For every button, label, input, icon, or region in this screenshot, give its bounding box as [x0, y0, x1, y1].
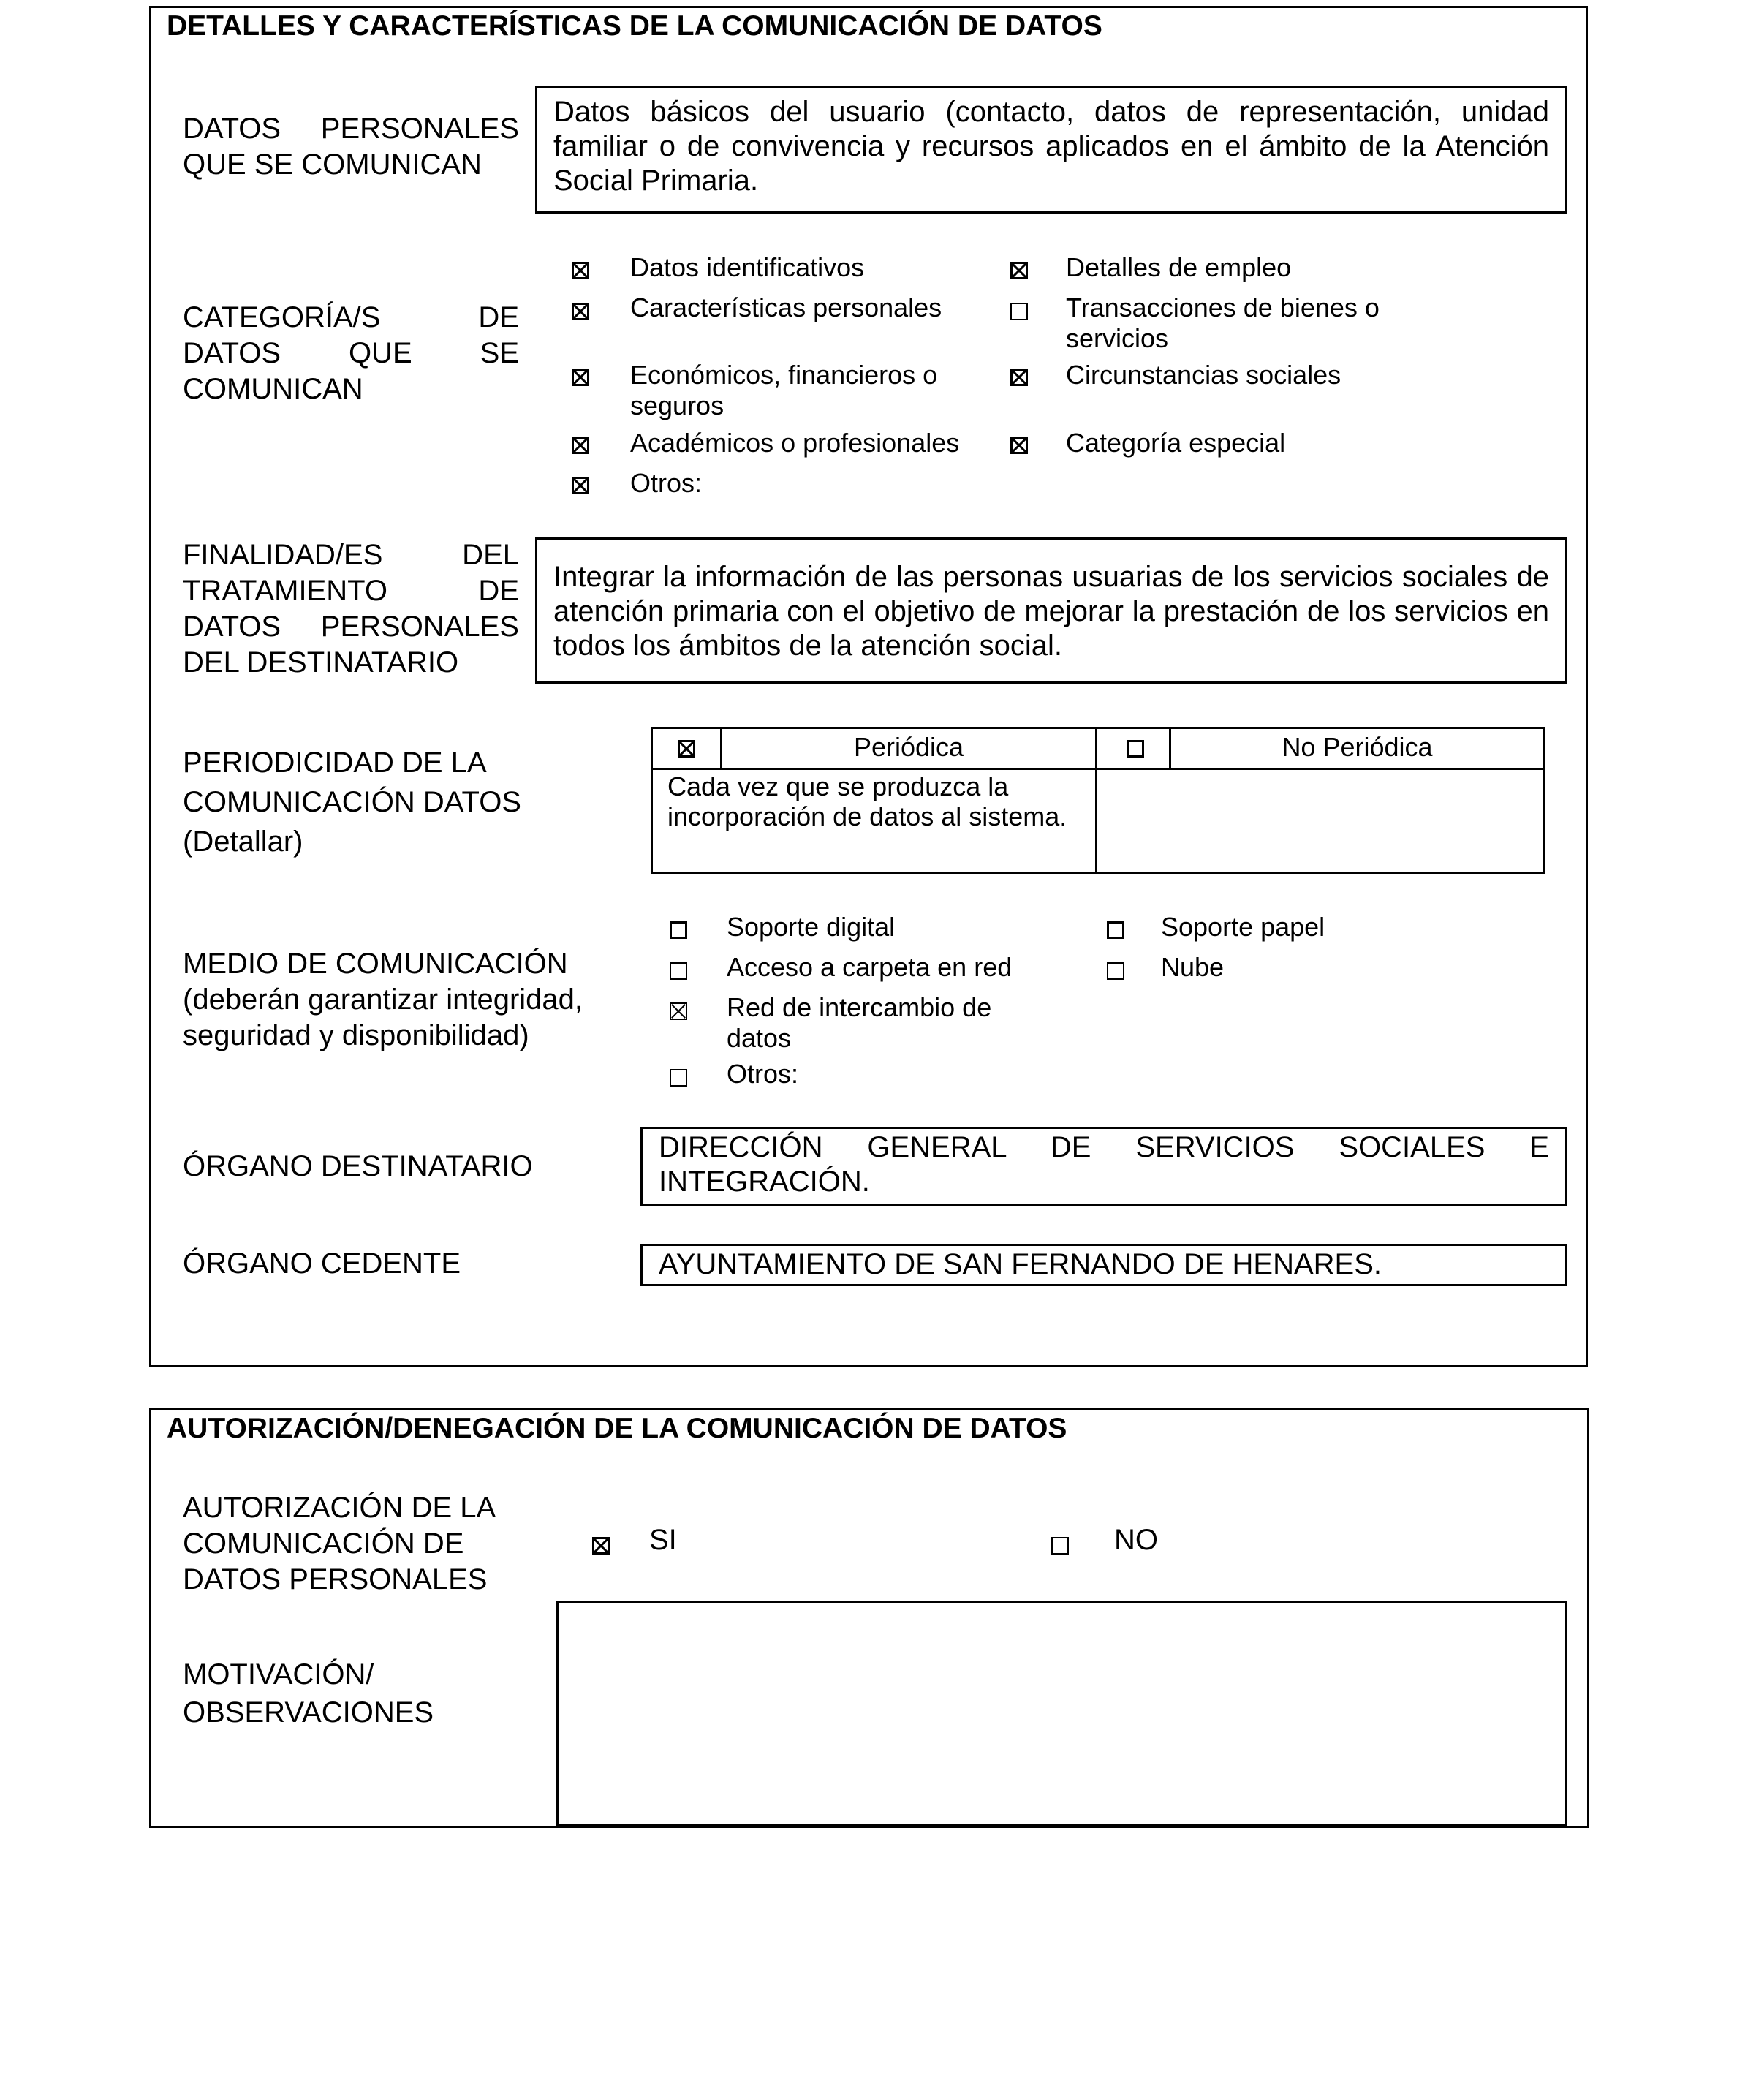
label-line: COMUNICACIÓN DATOS [183, 786, 521, 818]
option-label: Características personales [630, 292, 942, 322]
option-label: Circunstancias sociales [1066, 360, 1341, 390]
datos-personales-value: Datos básicos del usuario (contacto, datos de representación, unidad familiar o de convivencia y recursos aplicados en el ámbito de la Atención Social Primaria. [553, 96, 1549, 197]
periodica-header: Periódica [722, 728, 1097, 769]
organo-destinatario-value: DIRECCIÓN GENERAL DE SERVICIOS SOCIALES E INTEGRACIÓN. [659, 1131, 1549, 1198]
label-line: seguridad y disponibilidad) [183, 1019, 529, 1051]
motivacion-label [183, 1655, 621, 1731]
details-section-title: DETALLES Y CARACTERÍSTICAS DE LA COMUNICACIÓN DE DATOS [167, 10, 1102, 42]
checkbox-soporte-digital[interactable] [670, 921, 687, 939]
checkbox-no[interactable] [1051, 1537, 1069, 1555]
organo-cedente-label: ÓRGANO CEDENTE [183, 1247, 461, 1280]
label-line: DATOS PERSONALES [183, 113, 519, 145]
no-periodica-detail [1097, 769, 1545, 873]
autorizacion-label [183, 1490, 621, 1598]
checkbox-otros-categorias[interactable] [572, 477, 589, 494]
categorias-label [183, 300, 519, 407]
checkbox-soporte-papel[interactable] [1107, 921, 1124, 939]
periodicidad-label [183, 743, 563, 861]
option-label: Académicos o profesionales [630, 428, 960, 458]
label-line: COMUNICAN [183, 373, 363, 405]
no-periodica-header: No Periódica [1170, 728, 1545, 769]
option-label: Soporte papel [1161, 912, 1325, 942]
label-line: DEL DESTINATARIO [183, 646, 459, 679]
option-label: Transacciones de bienes o servicios [1066, 292, 1380, 353]
motivacion-value [559, 1603, 1565, 1617]
datos-personales-label [183, 111, 519, 183]
option-label: Red de intercambio de datos [727, 992, 992, 1053]
checkbox-no-periodica[interactable] [1127, 740, 1144, 758]
checkbox-si[interactable] [592, 1537, 610, 1555]
label-line: DATOS QUE SE [183, 337, 519, 369]
label-line: FINALIDAD/ES DEL [183, 539, 519, 571]
option-label: Soporte digital [727, 912, 896, 942]
checkbox-otros-medio[interactable] [670, 1069, 687, 1087]
option-label: Otros: [630, 468, 703, 498]
checkbox-academicos[interactable] [572, 437, 589, 454]
option-label: Detalles de empleo [1066, 252, 1292, 282]
option-label: Nube [1161, 952, 1225, 982]
checkbox-categoria-especial[interactable] [1010, 437, 1028, 454]
label-line: PERIODICIDAD DE LA [183, 747, 487, 779]
option-label: Acceso a carpeta en red [727, 952, 1013, 982]
checkbox-circunstancias-sociales[interactable] [1010, 369, 1028, 386]
label-line: TRATAMIENTO DE [183, 575, 519, 607]
organo-cedente-value: AYUNTAMIENTO DE SAN FERNANDO DE HENARES. [659, 1248, 1382, 1280]
option-label: Categoría especial [1066, 428, 1286, 458]
label-line: AUTORIZACIÓN DE LA [183, 1492, 496, 1524]
checkbox-transacciones[interactable] [1010, 303, 1028, 320]
label-line: MOTIVACIÓN/ [183, 1658, 374, 1691]
label-line: (deberán garantizar integridad, [183, 983, 583, 1016]
label-line: CATEGORÍA/S DE [183, 301, 519, 333]
label-line: DATOS PERSONALES [183, 1563, 488, 1595]
periodica-detail: Cada vez que se produzca la incorporación de datos al sistema. [652, 769, 1097, 873]
checkbox-red-intercambio[interactable] [670, 1002, 687, 1020]
checkbox-periodica[interactable] [678, 740, 695, 758]
si-label: SI [649, 1524, 677, 1556]
checkbox-caracteristicas-personales[interactable] [572, 303, 589, 320]
option-label: Económicos, financieros o seguros [630, 360, 938, 420]
checkbox-datos-identificativos[interactable] [572, 262, 589, 279]
finalidad-box [535, 537, 1567, 684]
checkbox-economicos[interactable] [572, 369, 589, 386]
finalidad-label [183, 537, 519, 681]
motivacion-box[interactable] [556, 1601, 1567, 1826]
option-label: Otros: [727, 1059, 799, 1089]
label-line: (Detallar) [183, 826, 303, 858]
organo-destinatario-label: ÓRGANO DESTINATARIO [183, 1150, 533, 1182]
periodica-checkbox-cell [652, 728, 722, 769]
finalidad-value: Integrar la información de las personas usuarias de los servicios sociales de atención primaria con el objetivo de mejorar la prestación de los servicios en todos los ámbitos de la atención social. [553, 561, 1549, 662]
checkbox-detalles-empleo[interactable] [1010, 262, 1028, 279]
label-line: OBSERVACIONES [183, 1696, 434, 1729]
label-line: COMUNICACIÓN DE [183, 1527, 464, 1560]
label-line: QUE SE COMUNICAN [183, 148, 482, 181]
autorizacion-section-title: AUTORIZACIÓN/DENEGACIÓN DE LA COMUNICACIÓN DE DATOS [167, 1413, 1067, 1444]
organo-cedente-box [640, 1244, 1567, 1286]
periodicidad-table [651, 727, 1545, 874]
medio-label [183, 946, 621, 1054]
label-line: MEDIO DE COMUNICACIÓN [183, 948, 568, 980]
organo-destinatario-box [640, 1127, 1567, 1206]
datos-personales-box [535, 86, 1567, 214]
no-label: NO [1114, 1524, 1158, 1556]
option-label: Datos identificativos [630, 252, 865, 282]
no-periodica-checkbox-cell [1097, 728, 1170, 769]
checkbox-nube[interactable] [1107, 962, 1124, 980]
label-line: DATOS PERSONALES [183, 611, 519, 643]
checkbox-carpeta-red[interactable] [670, 962, 687, 980]
